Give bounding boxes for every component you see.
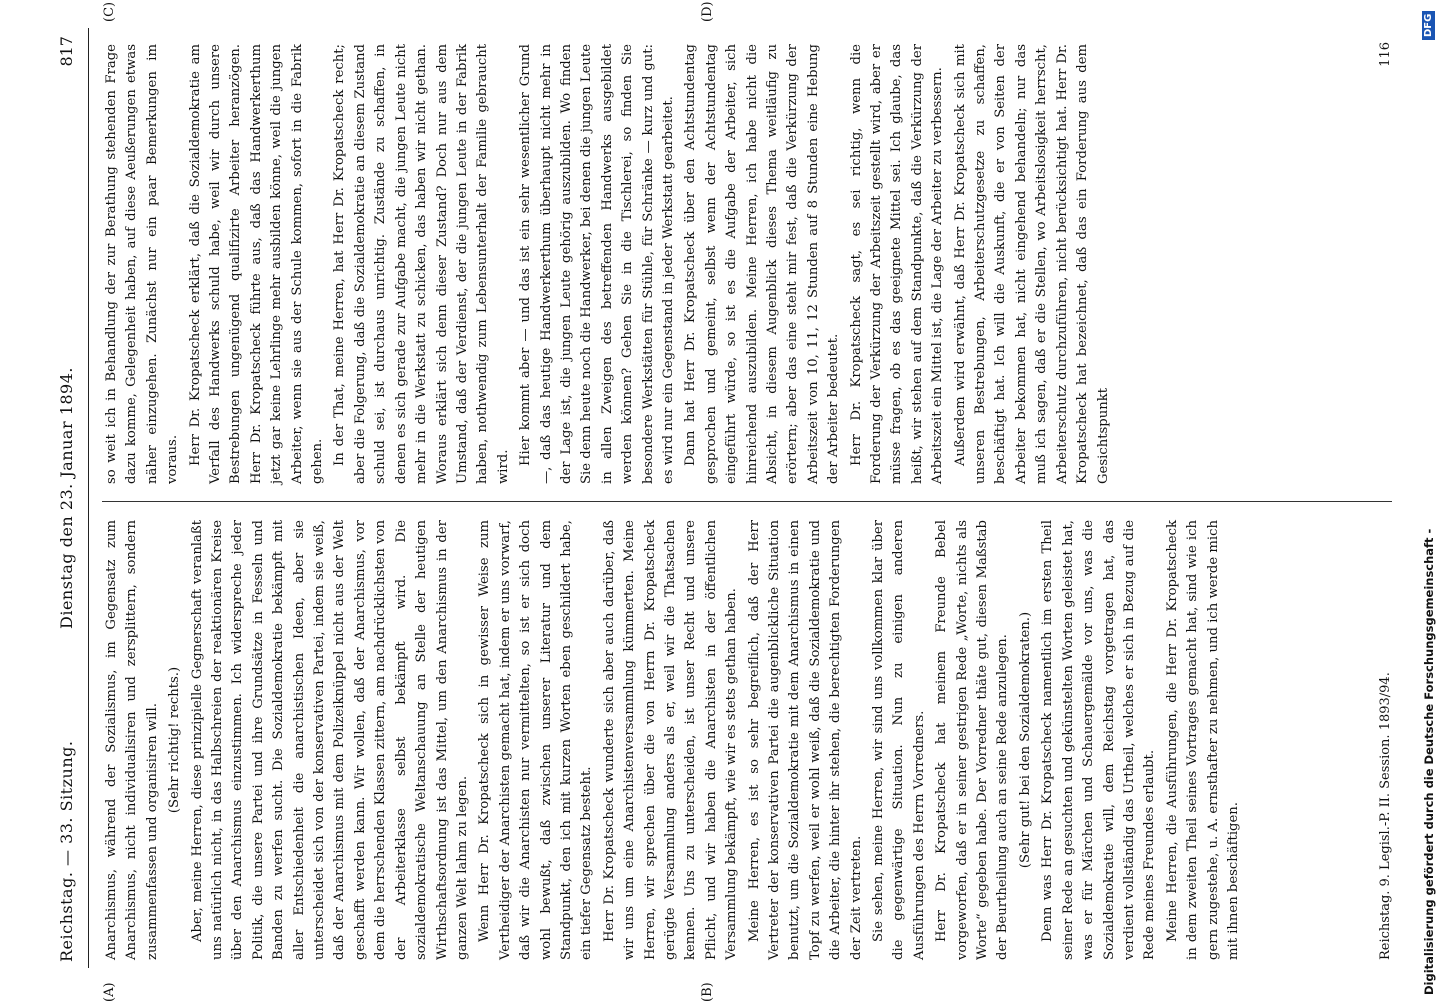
- header-left: Reichstag. — 33. Sitzung.: [57, 740, 76, 962]
- paragraph: Herr Dr. Kropatscheck hat meinem Freunde Bebel vorgeworfen, daß er in seiner gestrigen Rede „Worte, nichts als Worte“ gegeben habe. Der Vorredner thäte gut, diesen Maßstab der Beurtheilung auch an seine Rede anzulegen.: [934, 520, 1011, 960]
- sheet-number: 116: [1378, 42, 1393, 67]
- paragraph: In der That, meine Herren, hat Herr Dr. Kropatscheck recht; aber die Folgerung, daß die Sozialdemokratie an diesem Zustand schuld sei, ist durchaus unrichtig. Zustände zu schaffen, in denen es sich gerade zur Aufgabe macht, die jungen Leute nicht mehr in die Werkstatt zu schicken, das haben wir nicht gethan. Woraus erklärt sich denn dieser Zustand? Doch nur aus dem Umstand, daß der Verdienst, der die jungen Leute in der Fabrik haben, nothwendig zum Lebensunterhalt der Familie gebraucht wird.: [332, 44, 511, 484]
- paragraph: Herr Dr. Kropatscheck wunderte sich aber auch darüber, daß wir uns um eine Anarchistenversammlung kümmerten. Meine Herren, wir sprechen über die von Herrn Dr. Kropatscheck gerügte Versammlung anders als er, weil wir die Thatsachen kennen. Uns zu unterscheiden, ist unser Recht und unsere Pflicht, und wir haben die Anarchisten in der öffentlichen Versammlung bekämpft, wie wir es stets gethan haben.: [601, 520, 740, 960]
- margin-marker-a: (A): [102, 982, 117, 1002]
- paragraph: Außerdem wird erwähnt, daß Herr Dr. Kropatscheck sich mit unseren Bestrebungen, Arbeiterschutzgesetze zu schaffen, beschäftigt hat. Ich will die Auskunft, die er von Seiten der Arbeiter bekommen hat, nicht eingehend behandeln; nur das muß ich sagen, daß er die Stellen, wo Arbeitslosigkeit herrscht, Arbeiterschutz durchzuführen, nicht berücksichtigt hat. Herr Dr. Kropatscheck hat bezeichnet, daß das ein Forderung aus dem Gesichtspunkt: [952, 44, 1111, 484]
- paragraph: Meine Herren, die Ausführungen, die Herr Dr. Kropatscheck in dem zweiten Theil seines Vortrages gemacht hat, sind wie ich gern zugestehe, u. A. ernsthafter zu nehmen, und ich werde mich mit ihnen beschäftigen.: [1164, 520, 1241, 960]
- paragraph: Wenn Herr Dr. Kropatscheck sich in gewisser Weise zum Vertheidiger der Anarchisten gemacht hat, indem er uns vorwarf, daß wir die Anarchisten nur vermittelten, so ist er sich doch wohl bewußt, daß zwischen unserer Literatur und dem Standpunkt, den ich mit kurzen Worten eben geschildert habe, ein tiefer Gegensatz besteht.: [477, 520, 595, 960]
- paragraph: Anarchismus, während der Sozialismus, im Gegensatz zum Anarchismus, nicht individualisiren und zersplittern, sondern zusammenfassen und organisiren will.: [104, 520, 160, 960]
- paragraph: Meine Herren, es ist so sehr begreiflich, daß der Herr Vertreter der konservativen Partei die augenblickliche Situation benutzt, um die Sozialdemokratie mit dem Anarchismus in einen Topf zu werfen, weil er wohl weiß, daß die Sozialdemokratie und die Arbeiter, die hinter ihr stehen, die berechtigten Forderungen der Zeit vertreten.: [746, 520, 864, 960]
- paragraph: Dann hat Herr Dr. Kropatscheck über den Achtstundentag gesprochen und gemeint, selbst wenn der Achtstundentag eingeführt würde, so ist es die Aufgabe der Arbeiter, sich hinreichend auszubilden. Meine Herren, ich habe nicht die Absicht, in diesem Augenblick dieses Thema weitläufig zu erörtern; aber das eine steht mir fest, daß die Verkürzung der Arbeitszeit von 10, 11, 12 Stunden auf 8 Stunden eine Hebung der Arbeiter bedeutet.: [683, 44, 842, 484]
- paragraph: Denn was Herr Dr. Kropatscheck namentlich im ersten Theil seiner Rede an gesuchten und gekünstelten Worten geleistet hat, was er für Märchen und Schauergemälde vor uns, was die Sozialdemokratie will, dem Reichstag vorgetragen hat, das verdient vollständig das Urtheil, welches er sich in Bezug auf die Rede meines Freundes erlaubt.: [1040, 520, 1158, 960]
- interjection: (Sehr gut! bei den Sozialdemokraten.): [1017, 611, 1033, 869]
- digitization-note: Digitalisierung gefördert durch die Deutsche Forschungsgemeinschaft -: [1422, 528, 1436, 995]
- paragraph: Herr Dr. Kropatscheck erklärt, daß die Sozialdemokratie am Verfall des Handwerks schuld habe, weil wir durch unsere Bestrebungen ungenügend qualifizirte Arbeiter heranzögen. Herr Dr. Kropatscheck führte aus, daß das Handwerkerthum jetzt gar keine Lehrlinge mehr ausbilden könne, weil die jungen Arbeiter, wenn sie aus der Schule kommen, sofort in die Fabrik gehen.: [187, 44, 326, 484]
- paragraph: Herr Dr. Kropatscheck sagt, es sei richtig, wenn die Forderung der Verkürzung der Arbeitszeit gestellt wird, aber er müsse fragen, ob es das geeignete Mittel sei. Ich glaube, das heißt, wir stehen auf dem Standpunkte, daß die Verkürzung der Arbeitszeit ein Mittel ist, die Lage der Arbeiter zu verbessern.: [848, 44, 946, 484]
- right-text-column: [102, 44, 1392, 484]
- margin-marker-d: (D): [700, 1, 715, 22]
- page-number: 817: [57, 36, 76, 67]
- margin-marker-c: (C): [102, 1, 117, 22]
- page-header: [50, 28, 89, 968]
- left-text-column: [102, 520, 1392, 960]
- paragraph: Aber, meine Herren, diese prinzipielle Gegnerschaft veranlaßt uns natürlich nicht, in das Halbschreien der reaktionären Kreise über den Anarchismus einzustimmen. Ich widerspreche jeder Politik, die unsere Partei und ihre Grundsätze in Fesseln und Banden zu werfen sucht. Die Sozialdemokratie bekämpft mit aller Entschiedenheit die anarchistischen Ideen, aber sie unterscheidet sich von der konservativen Partei, indem sie weiß, daß der Anarchismus mit dem Polizeiknüppel nicht aus der Welt geschafft werden kann. Wir wollen, daß der Anarchismus, vor dem die herrschenden Klassen zittern, am nachdrücklichsten von der Arbeiterklasse selbst bekämpft wird. Die sozialdemokratische Weltanschauung an Stelle der heutigen Wirthschaftsordnung ist das Mittel, um den Anarchismus in der ganzen Welt lahm zu legen.: [189, 520, 470, 960]
- paragraph: Hier kommt aber — und das ist ein sehr wesentlicher Grund —, daß das heutige Handwerkerthum überhaupt nicht mehr in der Lage ist, die jungen Leute gehörig auszubilden. Wo finden Sie denn heute noch die Handwerker, bei denen die jungen Leute in allen Zweigen des betreffenden Handwerks ausgebildet werden können? Gehen Sie in die Tischlerei, so finden Sie besondere Werkstätten für Stühle, für Schränke — kurz und gut: es wird nur ein Gegenstand in jeder Werkstatt gearbeitet.: [518, 44, 676, 484]
- margin-marker-b: (B): [700, 982, 715, 1002]
- rotated-page: [50, 1, 1400, 1002]
- interjection: (Sehr richtig! rechts.): [167, 666, 183, 814]
- column-divider: [102, 501, 1392, 502]
- dfg-logo: DFG: [1422, 11, 1435, 40]
- header-date: Dienstag den 23. Januar 1894.: [57, 367, 76, 629]
- footer-session: Reichstag. 9. Legisl.-P. II. Session. 1893/94.: [1378, 672, 1393, 960]
- paragraph: so weit ich in Behandlung der zur Berathung stehenden Frage dazu komme, Gelegenheit haben, auf diese Aeußerungen etwas näher einzugehen. Zunächst nur ein paar Bemerkungen im voraus.: [104, 44, 181, 484]
- paragraph: Sie sehen, meine Herren, wir sind uns vollkommen klar über die gegenwärtige Situation. Nun zu einigen anderen Ausführungen des Herrn Vorredners.: [871, 520, 927, 960]
